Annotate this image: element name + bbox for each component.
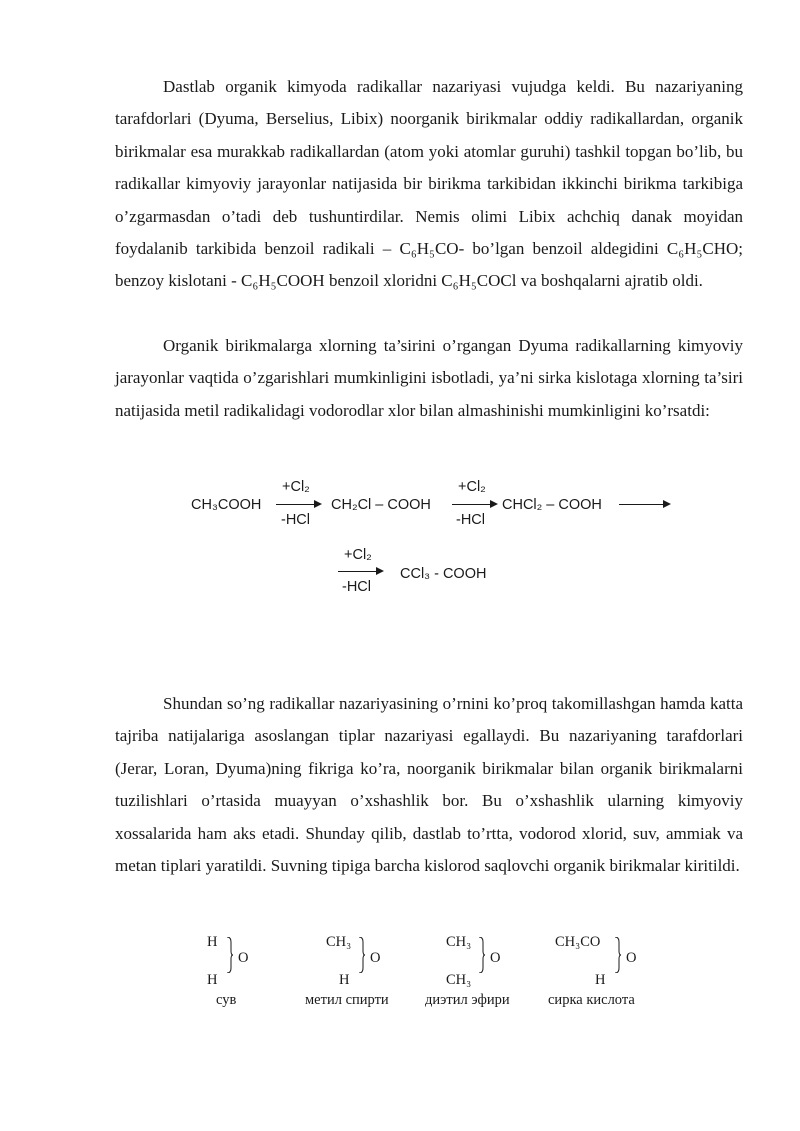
formula-bottom-group: CH₃ [446,972,472,988]
formula-top-group: CH₃CO [555,934,601,950]
formula-top-group: CH₃ [326,934,352,950]
byproduct-hcl-label: -HCl [342,579,371,595]
formula-caption: метил спирти [305,992,389,1008]
reaction-arrow-continue [619,504,669,505]
right-brace-icon [615,937,621,973]
paragraph-dyuma-chlorination [115,330,743,427]
reaction-arrow-1 [276,504,320,505]
byproduct-hcl-label: -HCl [456,512,485,528]
formula-caption: сирка кислота [548,992,635,1008]
byproduct-hcl-label: -HCl [281,512,310,528]
reagent-cl2-label: +Cl₂ [282,479,310,495]
reagent-cl2-label: +Cl₂ [344,547,372,563]
formula-top-group: H [207,934,218,950]
paragraph-1-text: Dastlab organik kimyoda radikallar nazariyasi vujudga keldi. Bu nazariyaning tarafdorlari (Dyuma, Berselius, Libix) noorganik birikmalar oddiy radikallardan, organik birikmalar esa murakkab radikallardan (atom yoki atomlar guruhi) tashkil topgan bo’lib, bu radikallar kimyoviy jarayonlar natijasida bir birikma tarkibidan ikkinchi birikma tarkibiga o’zgarmasdan o’tadi deb tushuntirdilar. Nemis olimi Libix achchiq danak moyidan foydalanib tarkibida benzoil radikali – C₆H₅CO- bo’lgan benzoil aldegidini C₆H₅CHO; benzoy kislotani - C₆H₅COOH benzoil xloridni C₆H₅COCl va boshqalarni ajratib oldi. [115,77,743,291]
reaction-arrow-2 [452,504,496,505]
reaction-arrow-3 [338,571,382,572]
reactant-acetic-acid: CH₃COOH [191,497,262,513]
formula-bottom-group: H [207,972,218,988]
formula-oxygen: O [626,950,637,966]
paragraph-2-text: Organik birikmalarga xlorning ta’sirini o’rgangan Dyuma radikallarning kimyoviy jarayonlar vaqtida o’zgarishlari mumkinligini isbotladi, ya’ni sirka kislotaga xlorning ta’siri natijasida metil radikalidagi vodorodlar xlor bilan almashinishi mumkinligini ko’rsatdi: [115,336,743,420]
product-dichloroacetic-acid: CHCl₂ – COOH [502,497,602,513]
formula-bottom-group: H [595,972,606,988]
formula-oxygen: O [370,950,381,966]
paragraph-radical-theory [115,71,743,298]
formula-caption: сув [216,992,237,1008]
formula-top-group: CH₃ [446,934,472,950]
formula-oxygen: O [490,950,501,966]
product-chloroacetic-acid: CH₂Cl – COOH [331,497,431,513]
formula-bottom-group: H [339,972,350,988]
right-brace-icon [359,937,365,973]
paragraph-3-text: Shundan so’ng radikallar nazariyasining o’rnini ko’proq takomillashgan hamda katta tajriba natijalariga asoslangan tiplar nazariyasi egallaydi. Bu nazariyaning tarafdorlari (Jerar, Loran, Dyuma)ning fikriga ko’ra, noorganik birikmalar bilan organik birikmalarni tuzilishlari o’rtasida muayyan o’xshashlik bor. Bu o’xshashlik ularning kimyoviy xossalarida ham aks etadi. Shunday qilib, dastlab to’rtta, vodorod xlorid, suv, ammiak va metan tiplari yaratildi. Suvning tipiga barcha kislorod saqlovchi organik birikmalar kiritildi. [115,694,743,876]
reagent-cl2-label: +Cl₂ [458,479,486,495]
formula-oxygen: O [238,950,249,966]
product-trichloroacetic-acid: CCl₃ - COOH [400,566,487,582]
right-brace-icon [479,937,485,973]
paragraph-type-theory [115,688,743,882]
formula-caption: диэтил эфири [425,992,510,1008]
right-brace-icon [227,937,233,973]
